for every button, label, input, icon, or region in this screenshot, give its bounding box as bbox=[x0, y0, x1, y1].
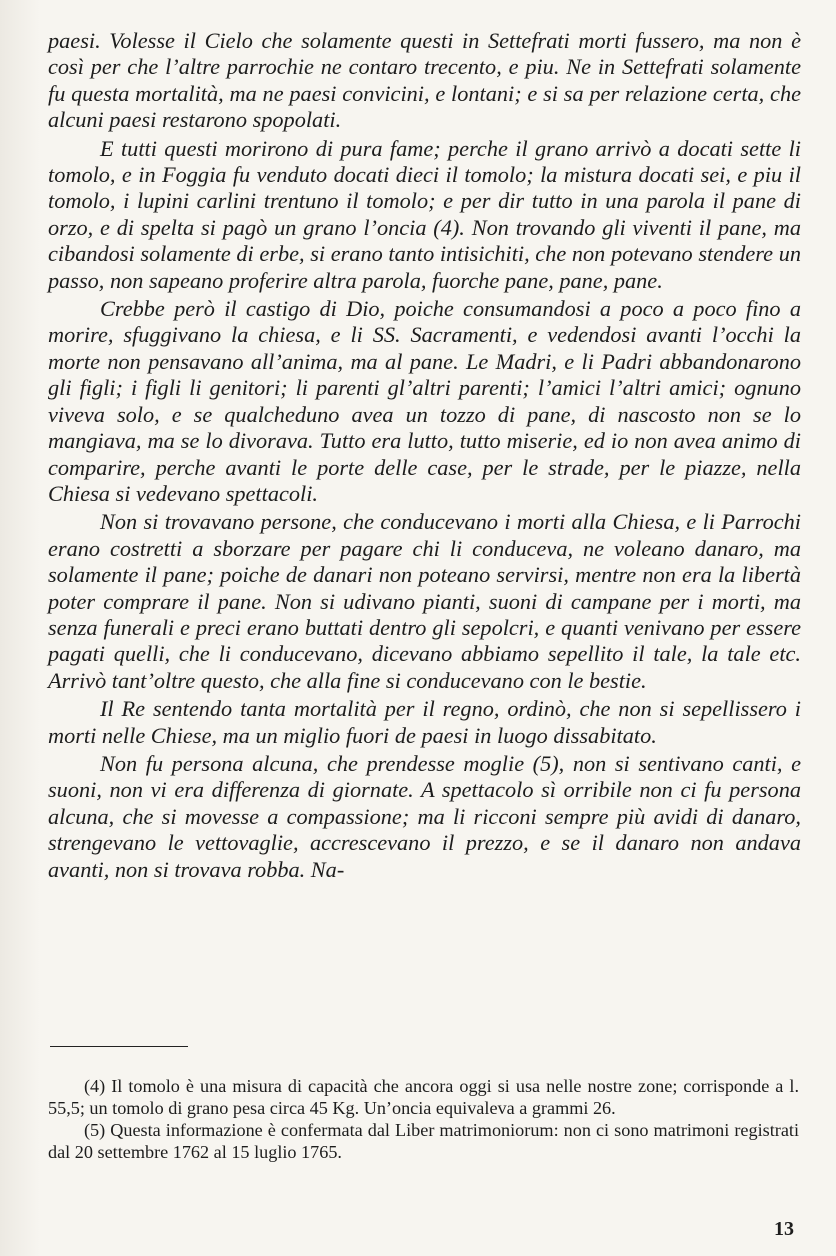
footnotes bbox=[48, 1076, 799, 1164]
paragraph-burials: Non si trovavano persone, che conducevano i morti alla Chiesa, e li Parrochi erano costretti a sborzare per pagare chi li conduceva, ne voleano danaro, ma solamente il pane; poiche de danari non poteano servirsi, mentre non era la libertà poter comprare il pane. Non si udivano pianti, suoni di campane per i morti, ma senza funerali e preci erano buttati dentro gli sepolcri, e quanti venivano per essere pagati quelli, che li conducevano, dicevano abbiamo sepellito il tale, la tale etc. Arrivò tant’oltre questo, che alla fine si conducevano con le bestie. bbox=[48, 509, 801, 693]
paragraph-divine-punishment: Crebbe però il castigo di Dio, poiche consumandosi a poco a poco fino a morire, sfuggivano la chiesa, e li SS. Sacramenti, e vedendosi avanti l’occhi la morte non pensavano all’anima, ma al pane. Le Madri, e li Padri abbandonarono gli figli; i figli li genitori; li parenti gl’altri parenti; l’amici l’altri amici; ognuno viveva solo, e se qualcheduno avea un tozzo di pane, di nascosto non se lo mangiava, ma se lo divorava. Tutto era lutto, tutto miserie, ed io non avea animo di comparire, perche avanti le porte delle case, per le strade, per le piazze, nella Chiesa si vedevano spettacoli. bbox=[48, 296, 801, 506]
page-edge-shadow bbox=[0, 0, 40, 1256]
paragraph-no-marriages: Non fu persona alcuna, che prendesse moglie (5), non si sentivano canti, e suoni, non vi era differenza di giornate. A spettacolo sì orribile non ci fu persona alcuna, che si movesse a compassione; ma li ricconi sempre più avidi di danaro, strengevano le vettovaglie, accrescevano il prezzo, e se il danaro non andava avanti, non si trovava robba. Na- bbox=[48, 750, 801, 882]
paragraph-continuation: paesi. Volesse il Cielo che solamente questi in Settefrati morti fussero, ma non è così per che l’altre parrochie ne contaro trecento, e piu. Ne in Settefrati solamente fu questa mortalità, ma ne paesi convicini, e lontani; e si sa per relazione certa, che alcuni paesi restarono spopolati. bbox=[48, 28, 801, 133]
paragraph-famine-prices: E tutti questi morirono di pura fame; perche il grano arrivò a docati sette li tomolo, e in Foggia fu venduto docati dieci il tomolo; la mistura docati sei, e piu il tomolo, i lupini carlini trentuno il tomolo; e per dir tutto in una parola il pane di orzo, e di spelta si pagò un grano l’oncia (4). Non trovando gli viventi il pane, ma cibandosi solamente di erbe, si erano tanto intisichiti, che non potevano stendere un passo, non sapeano proferire altra parola, fuorche pane, pane, pane. bbox=[48, 135, 801, 293]
footnote-4: (4) Il tomolo è una misura di capacità che ancora oggi si usa nelle nostre zone; corrisponde a l. 55,5; un tomolo di grano pesa circa 45 Kg. Un’oncia equivaleva a grammi 26. bbox=[48, 1076, 799, 1118]
footnote-separator bbox=[50, 1046, 188, 1047]
page-number: 13 bbox=[774, 1218, 794, 1240]
main-text bbox=[48, 28, 801, 883]
paragraph-king-order: Il Re sentendo tanta mortalità per il regno, ordinò, che non si sepellissero i morti nelle Chiese, ma un miglio fuori de paesi in luogo dissabitato. bbox=[48, 696, 801, 748]
footnote-5: (5) Questa informazione è confermata dal Liber matrimoniorum: non ci sono matrimoni registrati dal 20 settembre 1762 al 15 luglio 1765. bbox=[48, 1120, 799, 1162]
